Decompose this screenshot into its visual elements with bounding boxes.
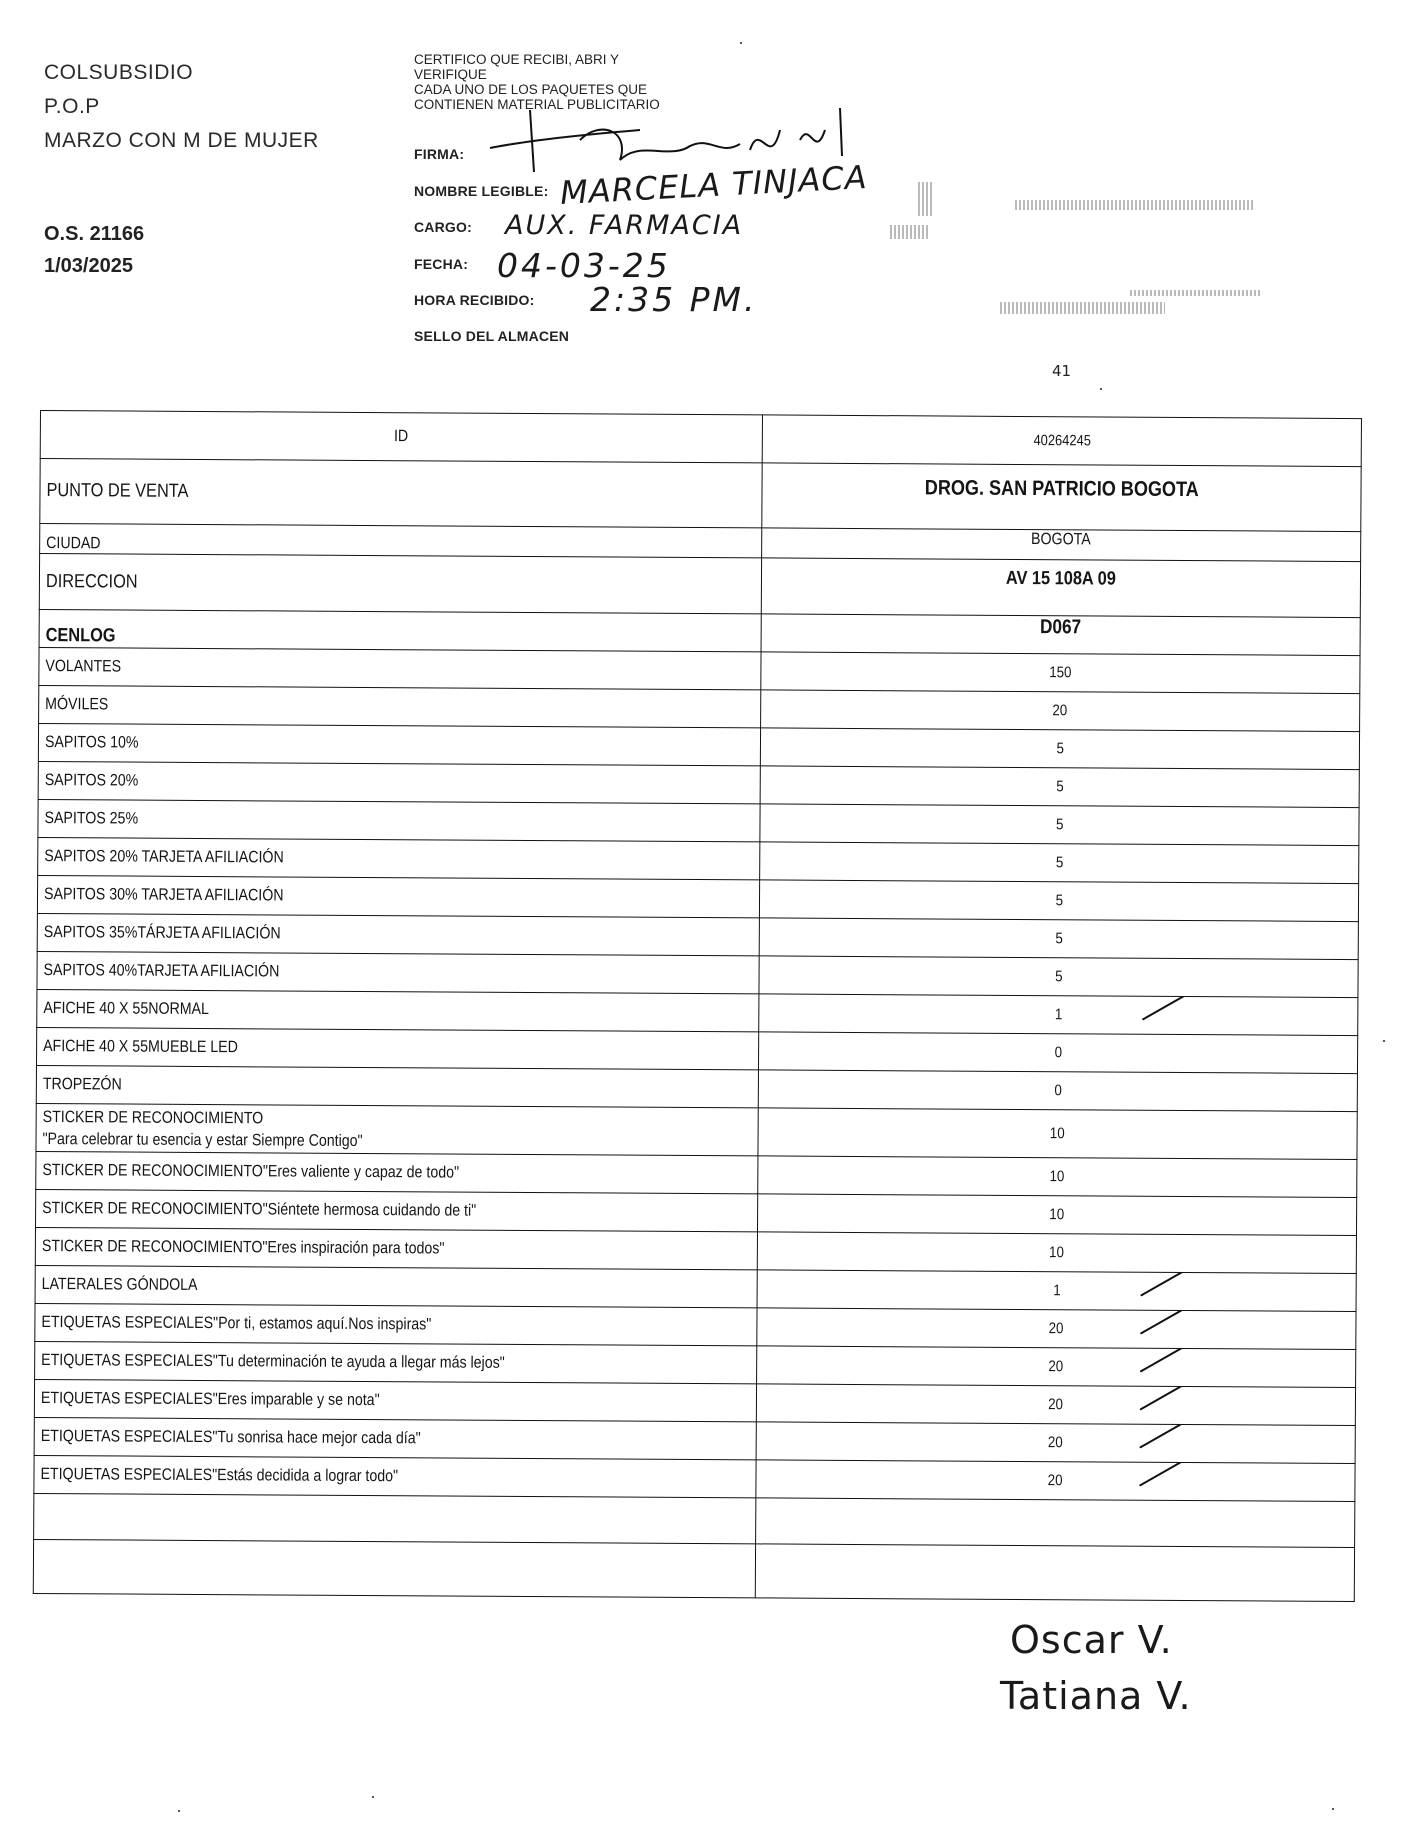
item-qty-text: 10 — [1049, 1244, 1065, 1262]
nombre-label: NOMBRE LEGIBLE: — [414, 183, 549, 199]
cert-line: VERIFIQUE — [414, 67, 487, 82]
item-qty — [759, 994, 1358, 1036]
check-mark-icon — [1139, 1346, 1185, 1373]
scan-speck — [1100, 388, 1102, 390]
item-qty — [757, 1194, 1356, 1236]
item-label-text: SAPITOS 20% TARJETA AFILIACIÓN — [44, 847, 284, 867]
item-qty-text: 5 — [1055, 930, 1063, 948]
stamp-mark — [1130, 290, 1260, 296]
item-label-text: LATERALES GÓNDOLA — [41, 1275, 198, 1294]
direccion-label-text: DIRECCION — [45, 570, 138, 593]
item-qty-text: 5 — [1055, 816, 1064, 834]
order-number: O.S. 21166 — [44, 223, 145, 245]
item-qty-text: 1 — [1054, 1006, 1063, 1024]
item-label-text: ETIQUETAS ESPECIALES"Tu determinación te ayuda a llegar más lejos" — [41, 1351, 505, 1372]
scan-speck — [1332, 1808, 1334, 1810]
item-qty-text: 20 — [1048, 1434, 1064, 1452]
check-mark-icon — [1139, 1422, 1185, 1449]
item-qty — [759, 956, 1358, 998]
cenlog-value-text: D067 — [1040, 616, 1082, 639]
punto-row — [40, 459, 1361, 532]
item-label — [39, 647, 761, 689]
item-qty-text: 0 — [1054, 1044, 1062, 1062]
item-qty-text: 20 — [1048, 1472, 1063, 1490]
item-qty — [758, 1070, 1357, 1112]
order-info — [44, 218, 144, 282]
item-label — [38, 761, 760, 803]
item-label — [37, 913, 759, 955]
item-qty-text: 5 — [1054, 968, 1063, 986]
item-label-text: ETIQUETAS ESPECIALES"Por ti, estamos aquí.Nos inspiras" — [41, 1313, 432, 1334]
item-qty-text: 5 — [1055, 892, 1063, 910]
item-label-text: ETIQUETAS ESPECIALES"Tu sonrisa hace mejor cada día" — [40, 1427, 421, 1448]
item-qty — [757, 1308, 1356, 1350]
item-label — [36, 1189, 758, 1231]
item-qty-text: 10 — [1050, 1125, 1066, 1143]
item-label — [35, 1303, 757, 1345]
item-qty — [761, 652, 1360, 694]
scan-speck — [740, 42, 742, 44]
scan-speck — [372, 1796, 374, 1798]
check-mark-icon — [1142, 994, 1188, 1021]
item-qty-text: 10 — [1049, 1168, 1065, 1186]
cenlog-label-text: CENLOG — [45, 625, 116, 647]
item-qty — [759, 918, 1358, 960]
empty-row — [34, 1493, 1355, 1547]
item-label-text: STICKER DE RECONOCIMIENTO — [42, 1107, 264, 1127]
item-label-text: SAPITOS 20% — [44, 771, 139, 790]
item-qty — [758, 1032, 1357, 1074]
item-label — [37, 951, 759, 993]
campaign-name: MARZO CON M DE MUJER — [44, 129, 319, 152]
hora-value: 2:35 PM. — [590, 280, 758, 319]
item-label — [39, 685, 761, 727]
cenlog-label — [39, 609, 761, 651]
empty-cell — [33, 1539, 755, 1597]
stamp-mark — [890, 225, 930, 239]
stamp-mark — [1000, 302, 1165, 314]
item-qty-text: 20 — [1048, 1396, 1064, 1414]
hora-label: HORA RECIBIDO: — [414, 292, 535, 308]
signature-tatiana: Tatiana V. — [1000, 1674, 1192, 1718]
direccion-value — [761, 558, 1360, 618]
item-qty — [756, 1384, 1355, 1426]
item-label — [36, 1065, 758, 1107]
company-header — [44, 56, 319, 158]
direccion-row — [39, 554, 1360, 618]
item-qty — [760, 728, 1359, 770]
item-qty — [757, 1232, 1356, 1274]
item-label — [36, 1103, 758, 1155]
cenlog-value — [761, 614, 1360, 656]
order-date: 1/03/2025 — [44, 255, 133, 277]
item-label-text: VOLANTES — [45, 657, 122, 676]
item-qty-text: 0 — [1054, 1082, 1062, 1100]
item-label-subtext: "Para celebrar tu esencia y estar Siempre Contigo" — [42, 1129, 363, 1150]
empty-cell — [34, 1493, 756, 1543]
item-label — [34, 1455, 756, 1497]
check-mark-icon — [1140, 1308, 1186, 1335]
item-label-text: AFICHE 40 X 55MUEBLE LED — [43, 1037, 238, 1057]
ciudad-label — [40, 524, 762, 558]
sello-label: SELLO DEL ALMACEN — [414, 328, 570, 344]
item-qty — [757, 1346, 1356, 1388]
item-qty-text: 20 — [1048, 1358, 1064, 1376]
material-type: P.O.P — [44, 95, 100, 118]
item-label-text: SAPITOS 10% — [44, 733, 139, 752]
item-label-text: TROPEZÓN — [42, 1075, 122, 1094]
id-row — [40, 411, 1361, 467]
item-label — [36, 1151, 758, 1193]
item-label — [36, 1027, 758, 1069]
direccion-label — [39, 554, 761, 614]
page-number: 41 — [1052, 362, 1072, 380]
item-label-text: ETIQUETAS ESPECIALES"Eres imparable y se nota" — [40, 1389, 380, 1410]
stamp-mark — [918, 182, 932, 216]
item-qty-text: 1 — [1052, 1282, 1061, 1300]
check-mark-icon — [1139, 1460, 1185, 1487]
item-qty-text: 5 — [1055, 854, 1064, 872]
item-label — [38, 837, 760, 879]
item-label — [37, 875, 759, 917]
empty-row — [33, 1539, 1354, 1601]
item-label — [35, 1341, 757, 1383]
item-label-text: STICKER DE RECONOCIMIENTO"Eres inspiración para todos" — [41, 1237, 445, 1258]
punto-value — [762, 463, 1361, 532]
item-qty-text: 20 — [1052, 702, 1068, 720]
id-label-text: ID — [394, 427, 409, 446]
fecha-label: FECHA: — [414, 256, 469, 272]
item-qty — [760, 766, 1359, 808]
empty-cell — [755, 1544, 1354, 1602]
item-qty — [761, 690, 1360, 732]
item-qty-text: 10 — [1049, 1206, 1065, 1224]
item-qty — [756, 1422, 1355, 1464]
direccion-value-text: AV 15 108A 09 — [1005, 567, 1117, 590]
id-value-text: 40264245 — [1033, 432, 1091, 450]
item-label-text: AFICHE 40 X 55NORMAL — [43, 999, 210, 1019]
item-qty — [760, 804, 1359, 846]
check-mark-icon — [1139, 1384, 1185, 1411]
ciudad-label-text: CIUDAD — [46, 534, 101, 553]
item-qty — [756, 1460, 1355, 1502]
item-row — [36, 1103, 1357, 1159]
item-label — [35, 1227, 757, 1269]
item-label-text: ETIQUETAS ESPECIALES"Estás decidida a lograr todo" — [40, 1465, 399, 1486]
item-label — [38, 723, 760, 765]
nombre-value: MARCELA TINJACA — [559, 157, 869, 213]
ciudad-value — [762, 528, 1361, 562]
signature-oscar: Oscar V. — [1010, 1618, 1173, 1662]
cert-line: CONTIENEN MATERIAL PUBLICITARIO — [414, 97, 660, 112]
cert-line: CADA UNO DE LOS PAQUETES QUE — [414, 82, 648, 97]
item-label-text: SAPITOS 40%TARJETA AFILIACIÓN — [43, 961, 280, 981]
item-label-text: SAPITOS 35%TÁRJETA AFILIACIÓN — [43, 923, 281, 943]
empty-cell — [756, 1498, 1355, 1548]
item-qty — [760, 842, 1359, 884]
punto-value-text: DROG. SAN PATRICIO BOGOTA — [924, 476, 1199, 502]
item-qty-text: 5 — [1056, 740, 1064, 758]
cert-line: CERTIFICO QUE RECIBI, ABRI Y — [414, 52, 620, 67]
item-label — [34, 1379, 756, 1421]
item-qty-text: 5 — [1055, 778, 1064, 796]
stamp-mark — [1015, 200, 1255, 210]
item-label-text: SAPITOS 25% — [44, 809, 139, 828]
fecha-value: 04-03-25 — [497, 246, 671, 285]
item-qty-text: 150 — [1049, 664, 1072, 682]
item-label — [35, 1265, 757, 1307]
check-mark-icon — [1140, 1270, 1186, 1297]
delivery-table — [33, 410, 1362, 1602]
item-qty — [759, 880, 1358, 922]
cargo-value: AUX. FARMACIA — [505, 210, 744, 241]
punto-label-text: PUNTO DE VENTA — [46, 480, 189, 502]
cargo-label: CARGO: — [414, 219, 472, 235]
item-qty — [758, 1156, 1357, 1198]
scan-speck — [178, 1810, 180, 1812]
item-label-text: MÓVILES — [45, 695, 109, 714]
id-value — [762, 415, 1361, 467]
item-qty — [757, 1270, 1356, 1312]
punto-label — [40, 459, 762, 528]
item-label-text: SAPITOS 30% TARJETA AFILIACIÓN — [43, 885, 284, 905]
item-label-text: STICKER DE RECONOCIMIENTO"Eres valiente y capaz de todo" — [42, 1161, 460, 1182]
ciudad-value-text: BOGOTA — [1031, 530, 1092, 549]
firma-label: FIRMA: — [414, 146, 465, 162]
item-label — [34, 1417, 756, 1459]
company-name: COLSUBSIDIO — [44, 61, 194, 84]
item-label — [38, 799, 760, 841]
item-qty — [758, 1108, 1357, 1160]
item-label — [37, 989, 759, 1031]
id-label — [40, 411, 762, 463]
item-label-text: STICKER DE RECONOCIMIENTO"Siéntete hermosa cuidando de ti" — [42, 1199, 477, 1220]
scan-speck — [1383, 1040, 1385, 1042]
item-qty-text: 20 — [1048, 1320, 1064, 1338]
